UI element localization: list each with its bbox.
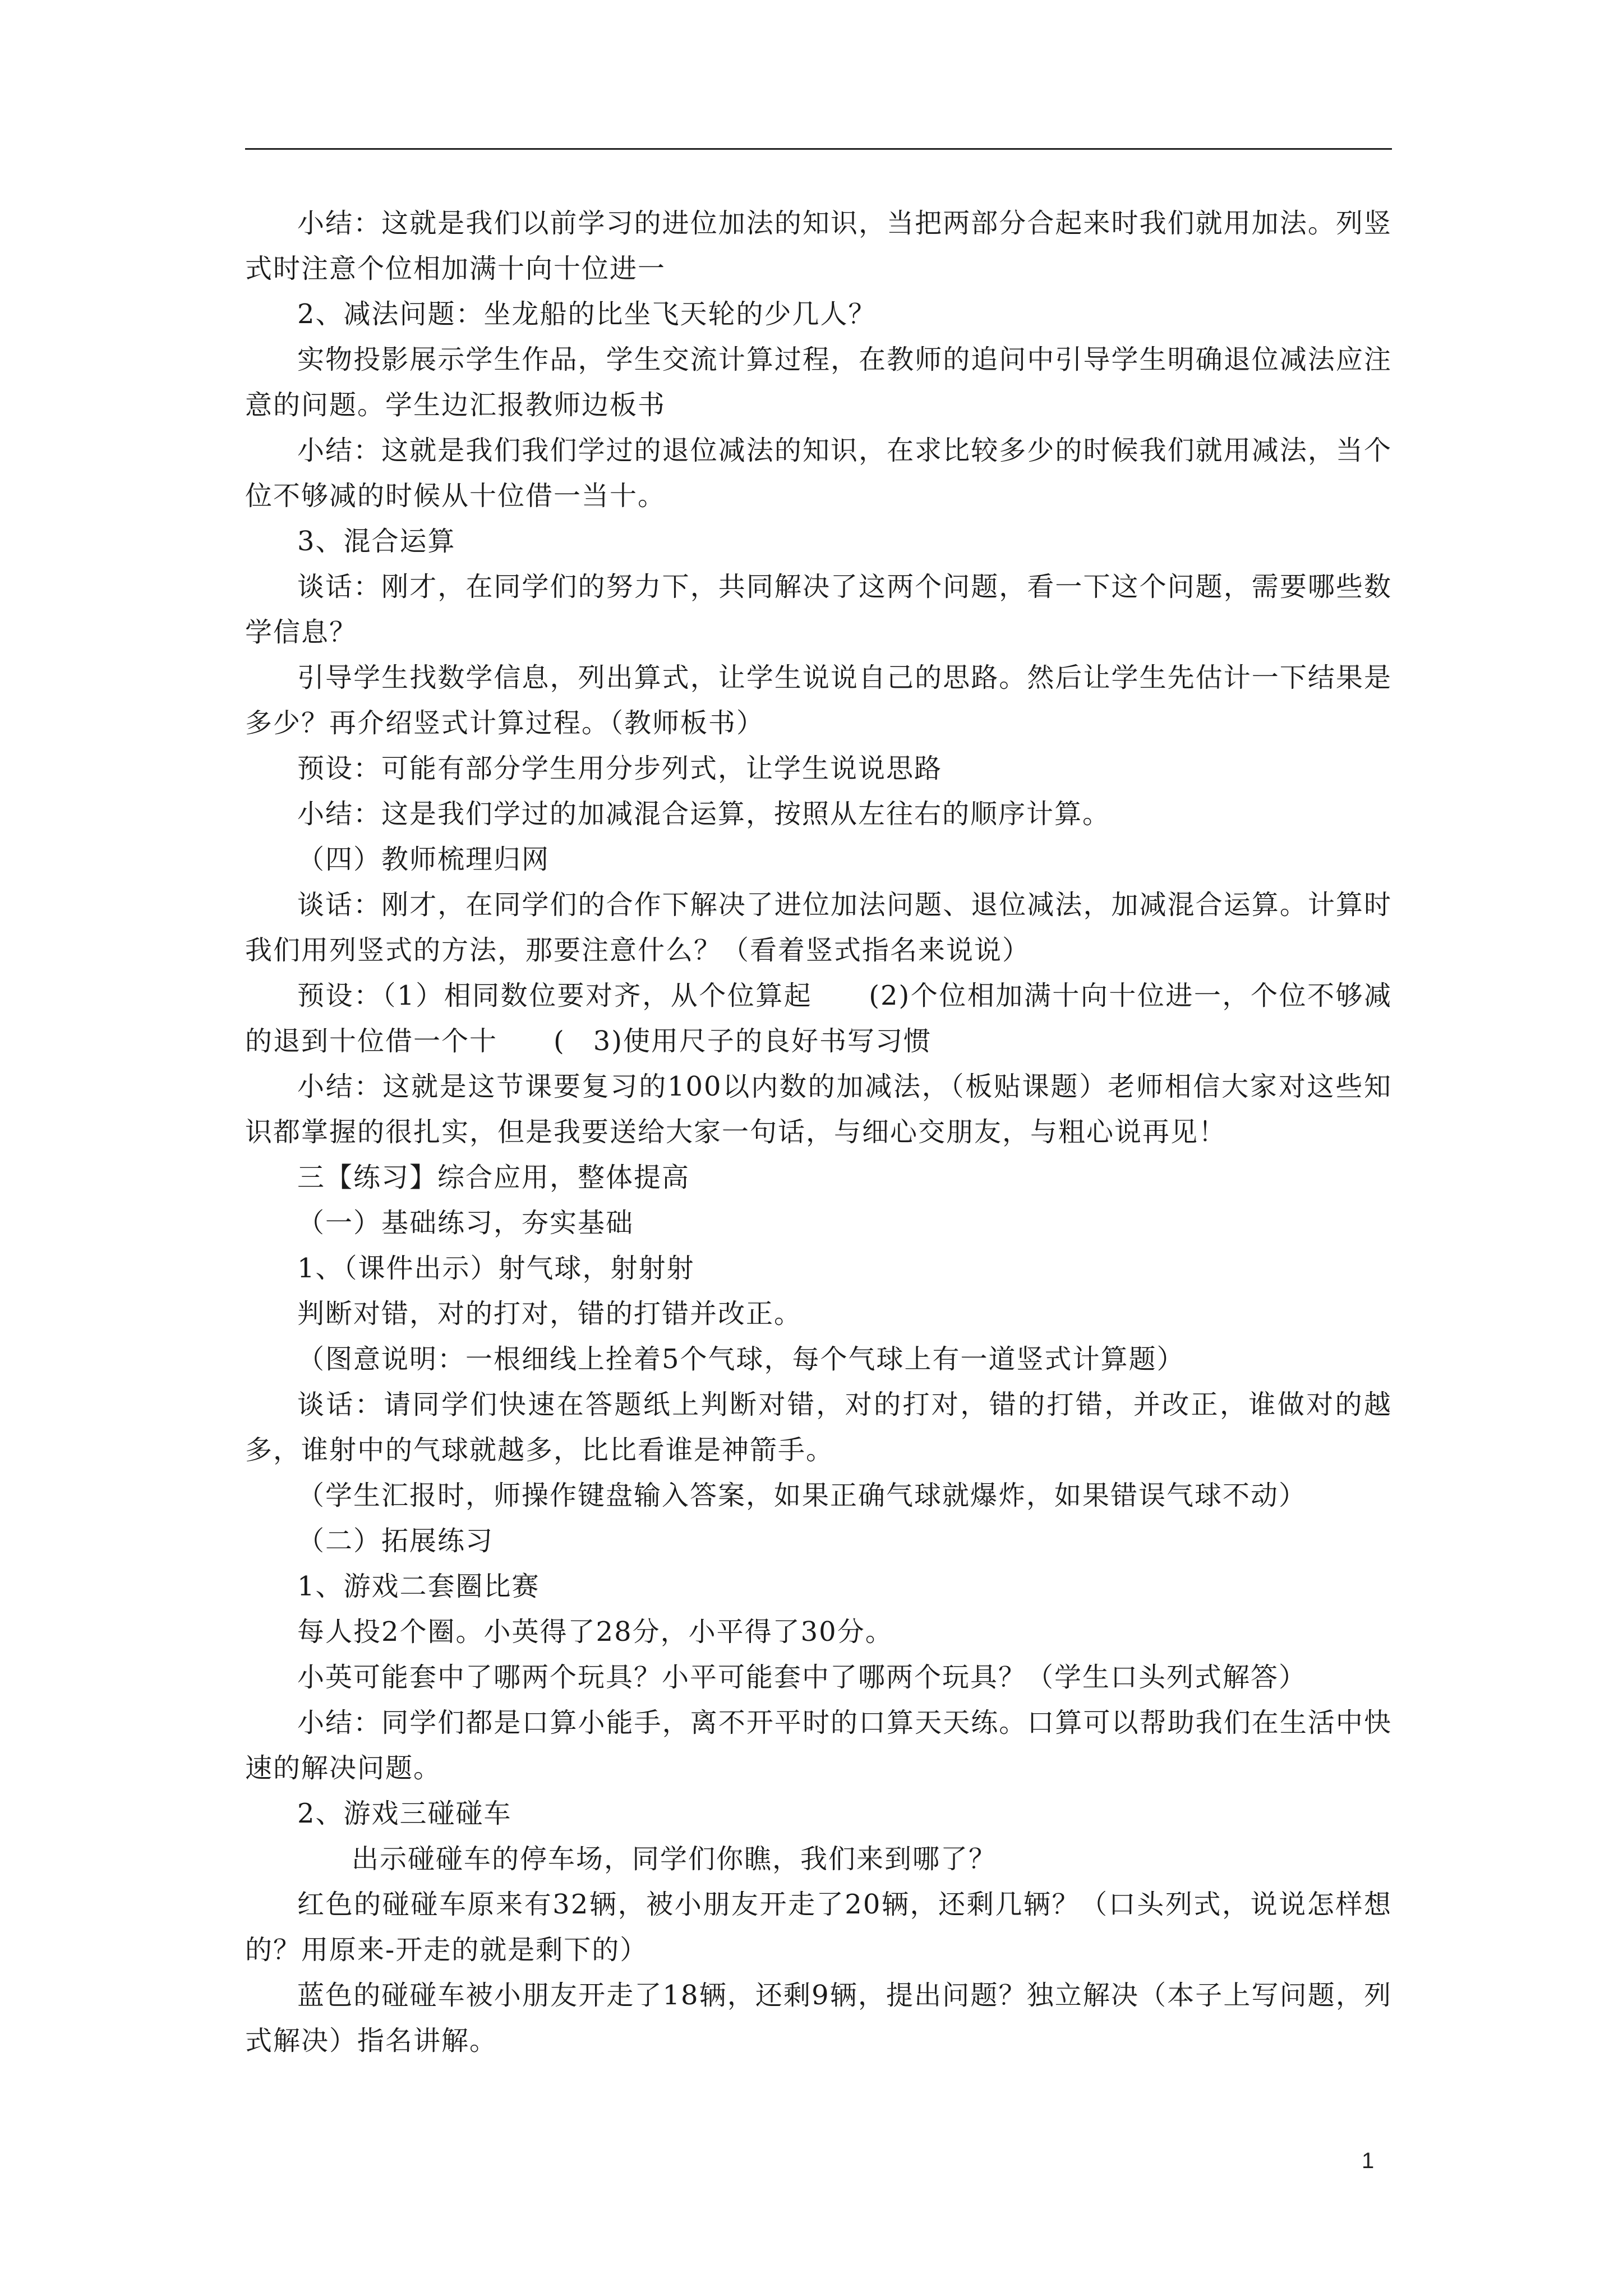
paragraph: 2、减法问题：坐龙船的比坐飞天轮的少几人？	[297, 298, 877, 330]
page-number: 1	[1362, 2148, 1375, 2173]
paragraph: 小结：这就是这节课要复习的100以内数的加减法，（板贴课题）老师相信大家对这些知识都掌握的很扎实，但是我要送给大家一句话，与细心交朋友，与粗心说再见！	[245, 1071, 1392, 1148]
paragraph: 每人投2个圈。小英得了28分，小平得了30分。	[297, 1616, 893, 1648]
paragraph: （一）基础练习，夯实基础	[297, 1207, 634, 1239]
paragraph: 小结：同学们都是口算小能手，离不开平时的口算天天练。口算可以帮助我们在生活中快速的解决问题。	[245, 1707, 1392, 1784]
paragraph: 小结：这就是我们我们学过的退位减法的知识，在求比较多少的时候我们就用减法，当个位不够减的时候从十位借一当十。	[245, 435, 1392, 512]
paragraph: 3、混合运算	[297, 526, 456, 557]
paragraph: 谈话：请同学们快速在答题纸上判断对错，对的打对，错的打错，并改正，谁做对的越多，谁射中的气球就越多，比比看谁是神箭手。	[245, 1389, 1392, 1466]
paragraph: （图意说明：一根细线上拴着5个气球，每个气球上有一道竖式计算题）	[297, 1343, 1185, 1375]
paragraph: 出示碰碰车的停车场，同学们你瞧，我们来到哪了？	[352, 1843, 997, 1875]
paragraph: 1、游戏二套圈比赛	[297, 1571, 540, 1602]
header-rule	[245, 148, 1392, 150]
document-body	[245, 201, 1392, 2064]
paragraph: （二）拓展练习	[297, 1525, 494, 1557]
paragraph: 引导学生找数学信息，列出算式，让学生说说自己的思路。然后让学生先估计一下结果是多少？再介绍竖式计算过程。（教师板书）	[245, 662, 1392, 739]
paragraph: 判断对错，对的打对，错的打错并改正。	[297, 1298, 803, 1329]
paragraph: 实物投影展示学生作品，学生交流计算过程，在教师的追问中引导学生明确退位减法应注意的问题。学生边汇报教师边板书	[245, 344, 1392, 421]
paragraph: 2、游戏三碰碰车	[297, 1798, 512, 1829]
paragraph: 预设：可能有部分学生用分步列式，让学生说说思路	[297, 753, 943, 784]
paragraph: （学生汇报时，师操作键盘输入答案，如果正确气球就爆炸，如果错误气球不动）	[297, 1480, 1307, 1511]
paragraph: 三【练习】综合应用，整体提高	[297, 1162, 690, 1193]
paragraph: 小英可能套中了哪两个玩具？小平可能套中了哪两个玩具？（学生口头列式解答）	[297, 1662, 1307, 1693]
paragraph: 蓝色的碰碰车被小朋友开走了18辆，还剩9辆，提出问题？独立解决（本子上写问题，列式解决）指名讲解。	[245, 1980, 1392, 2056]
paragraph: 预设：（1）相同数位要对齐，从个位算起 (2)个位相加满十向十位进一，个位不够减的退到十位借一个十 ( 3)使用尺子的良好书写习惯	[245, 980, 1392, 1057]
paragraph: 1、（课件出示）射气球，射射射	[297, 1253, 695, 1284]
paragraph: 谈话：刚才，在同学们的努力下，共同解决了这两个问题，看一下这个问题，需要哪些数学信息？	[245, 571, 1392, 648]
paragraph: 小结：这是我们学过的加减混合运算，按照从左往右的顺序计算。	[297, 798, 1111, 830]
paragraph: 小结：这就是我们以前学习的进位加法的知识，当把两部分合起来时我们就用加法。列竖式时注意个位相加满十向十位进一	[245, 208, 1392, 284]
paragraph: （四）教师梳理归网	[297, 844, 550, 875]
paragraph: 谈话：刚才，在同学们的合作下解决了进位加法问题、退位减法，加减混合运算。计算时我们用列竖式的方法，那要注意什么？（看着竖式指名来说说）	[245, 889, 1392, 966]
paragraph: 红色的碰碰车原来有32辆，被小朋友开走了20辆，还剩几辆？（口头列式，说说怎样想的？用原来-开走的就是剩下的）	[245, 1889, 1392, 1966]
